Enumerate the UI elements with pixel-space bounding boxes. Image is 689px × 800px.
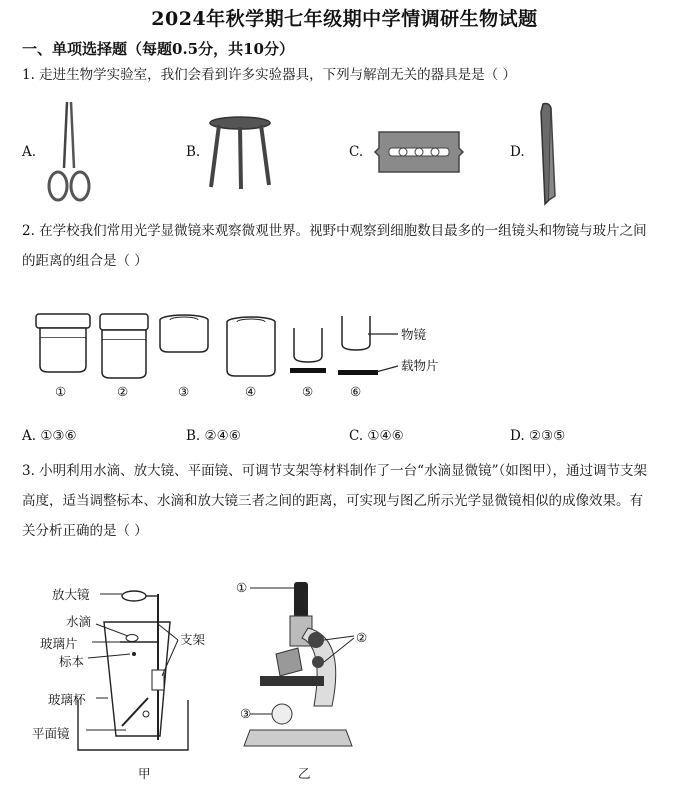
fig-label-5: ⑤ (302, 384, 314, 399)
fig-label-4: ④ (245, 384, 257, 399)
q1-option-c-label: C. (349, 144, 364, 160)
eyepiece-2 (98, 312, 150, 380)
fig-label-2: ② (117, 384, 129, 399)
yi-label-3: ③ (240, 706, 252, 721)
label-specimen: 标本 (59, 654, 85, 669)
label-objective: 物镜 (401, 327, 427, 342)
question-2-line2: 的距离的组合是（ ） (22, 253, 148, 269)
label-slide: 载物片 (401, 358, 439, 373)
label-glass-slide: 玻璃片 (40, 636, 78, 651)
eyepiece-1 (34, 312, 92, 374)
eyepiece-3 (158, 314, 210, 354)
scissors-icon (40, 98, 100, 208)
question-3-line3: 关分析正确的是（ ） (22, 523, 148, 539)
q1-option-a-label: A. (22, 144, 37, 160)
question-2-line1: 2. 在学校我们常用光学显微镜来观察微观世界。视野中观察到细胞数目最多的一组镜头和物镜与玻片之间 (22, 223, 647, 239)
razor-blade-icon (373, 128, 465, 176)
label-magnifier: 放大镜 (52, 587, 90, 602)
eyepiece-4 (225, 316, 277, 378)
question-1-text: 1. 走进生物学实验室，我们会看到许多实验器具，下列与解剖无关的器具是是（ ） (22, 67, 516, 83)
q1-option-d-label: D. (510, 144, 525, 160)
fig-label-6: ⑥ (350, 384, 362, 399)
tweezers-icon (533, 100, 563, 210)
q1-option-b-label: B. (186, 144, 201, 160)
objective-5 (290, 328, 326, 374)
caption-jia: 甲 (138, 766, 151, 781)
tripod-icon (205, 115, 275, 190)
yi-label-1: ① (236, 580, 248, 595)
fig-label-3: ③ (178, 384, 190, 399)
caption-yi: 乙 (298, 766, 311, 781)
question-3-line1: 3. 小明利用水滴、放大镜、平面镜、可调节支架等材料制作了一台“水滴显微镜”（如图甲），通过调节支架 (22, 463, 647, 479)
q2-option-c: C. ①④⑥ (349, 428, 404, 444)
label-plane-mirror: 平面镜 (32, 726, 70, 741)
page-title: 2024年秋学期七年级期中学情调研生物试题 (151, 8, 538, 30)
label-stand: 支架 (180, 632, 206, 647)
label-glass-cup: 玻璃杯 (48, 692, 86, 707)
label-water-drop: 水滴 (66, 614, 92, 629)
light-microscope-diagram (236, 578, 366, 758)
q2-option-d: D. ②③⑤ (510, 428, 566, 444)
q2-option-b: B. ②④⑥ (186, 428, 241, 444)
section-heading: 一、单项选择题（每题0.5分，共10分） (22, 40, 294, 58)
yi-label-2: ② (356, 630, 368, 645)
question-3-line2: 高度，适当调整标本、水滴和放大镜三者之间的距离，可实现与图乙所示光学显微镜相似的成像效果。有 (22, 493, 643, 509)
objective-6 (338, 316, 378, 376)
fig-label-1: ① (55, 384, 67, 399)
q2-option-a: A. ①③⑥ (22, 428, 77, 444)
